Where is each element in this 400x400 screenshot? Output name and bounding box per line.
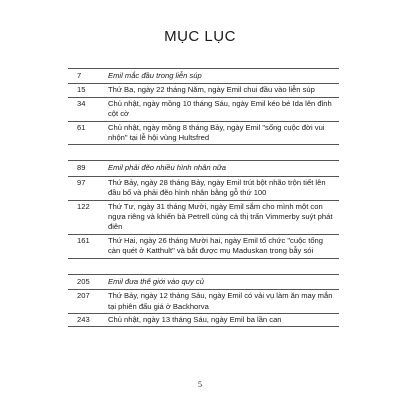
toc-entry-row (68, 290, 339, 314)
toc-page-number: 89 (77, 163, 86, 173)
toc-page-number: 34 (77, 98, 86, 108)
page-number: 5 (198, 380, 202, 389)
toc-entry-text: Thứ Bảy, ngày 12 tháng Sáu, ngày Emil có vải vụ làm ăn may mắn tại phiên đấu giá ở Backhorva (108, 291, 333, 311)
toc-section-title: Emil đưa thế giới vào quy củ (108, 276, 204, 286)
toc-entry-row (68, 201, 339, 235)
toc-section-title: Emil mắc đầu trong liễn súp (108, 71, 202, 80)
toc-entry-text: Chủ nhật, ngày mồng 10 tháng Sáu, ngày Emil kéo bé Ida lên đỉnh cột cờ (108, 98, 332, 119)
toc-group-spacer (68, 259, 339, 275)
toc-group-spacer (68, 145, 339, 161)
toc-entry-text: Chủ nhật, ngày mồng 8 tháng Bảy, ngày Emil "sống cuộc đời vui nhộn" tại lễ hội vùng Hultsfred (108, 122, 325, 143)
toc-page-number: 205 (77, 276, 90, 286)
table-of-contents (68, 68, 339, 327)
toc-page-number: 122 (77, 201, 90, 211)
toc-section-title: Emil phải đẽo nhiều hình nhân nữa (108, 163, 226, 173)
toc-page-number: 207 (77, 291, 90, 301)
toc-page-number: 97 (77, 177, 86, 187)
toc-entry-text: Thứ Tư, ngày 31 tháng Mười, ngày Emil sắm cho mình một con ngựa riêng và khiến bà Petrell cùng cả thị trấn Vimmerby suýt phát điên (108, 201, 333, 232)
toc-page-number: 61 (77, 122, 86, 132)
toc-entry-row (68, 177, 339, 201)
toc-entry-row (68, 98, 339, 122)
toc-entry-row (68, 314, 339, 327)
toc-page-number: 161 (77, 235, 90, 245)
toc-entry-text: Chủ nhật, ngày 13 tháng Sáu, ngày Emil ba lần can (108, 314, 282, 324)
toc-entry-row (68, 235, 339, 259)
toc-entry-row (68, 122, 339, 146)
toc-page-number: 7 (77, 71, 82, 80)
toc-entry-text: Thứ Ba, ngày 22 tháng Năm, ngày Emil chui đầu vào liễn súp (108, 85, 315, 95)
toc-entry-row (68, 84, 339, 97)
toc-entry-text: Thứ Hai, ngày 26 tháng Mười hai, ngày Emil tổ chức "cuộc tổng càn quét ở Katthult" và bắt được mụ Maduskan trong bẫy sói (108, 235, 323, 256)
page-title: MỤC LỤC (164, 28, 236, 45)
toc-section-row (68, 275, 339, 290)
toc-page-number: 15 (77, 85, 86, 95)
toc-section-row (68, 69, 339, 84)
toc-page-number: 243 (77, 314, 90, 324)
toc-section-row (68, 161, 339, 176)
toc-entry-text: Thứ Bảy, ngày 28 tháng Bảy, ngày Emil trút bột nhão trộn tiết lên đầu bố và phải đẽo hình nhân bằng gỗ thứ 100 (108, 177, 326, 198)
